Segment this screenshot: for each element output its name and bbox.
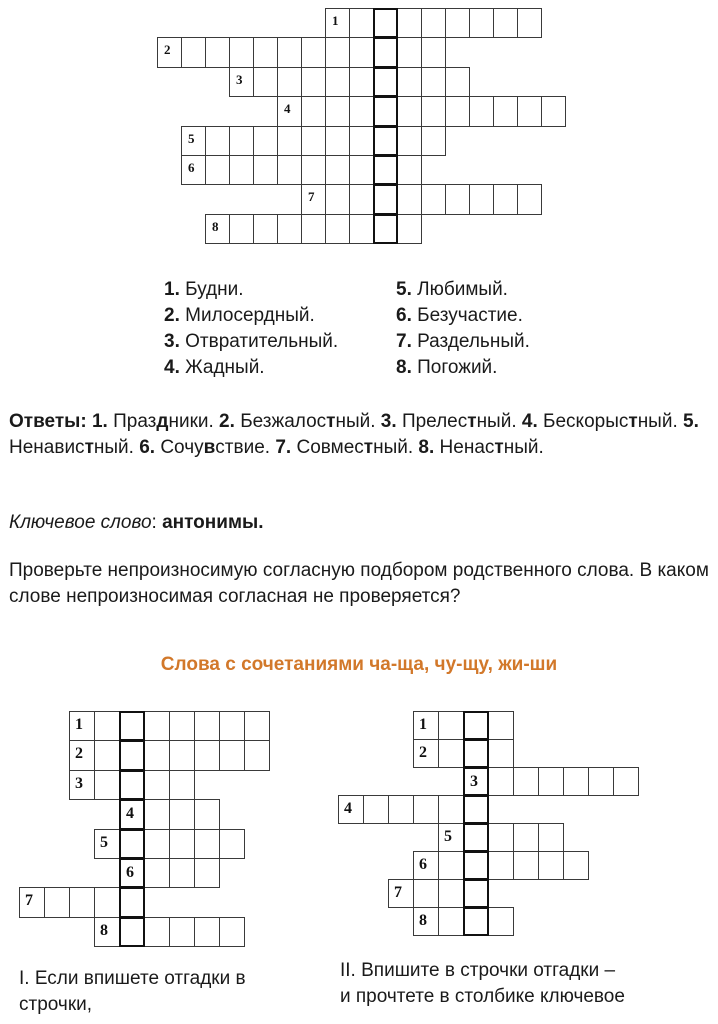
crossword-cell[interactable]	[421, 67, 446, 97]
clue-number: 4	[344, 800, 352, 817]
answer-item: 5. Ненавистный.	[9, 411, 699, 458]
crossword-cell[interactable]	[301, 155, 326, 185]
crossword-cell[interactable]	[325, 126, 350, 156]
crossword-cell[interactable]	[144, 740, 170, 770]
crossword-cell[interactable]	[277, 37, 302, 67]
clue-2: 2. Милосердный.	[164, 305, 315, 326]
clue-number: 3	[236, 71, 243, 87]
clue-number: 6	[126, 864, 134, 881]
crossword-cell[interactable]	[438, 739, 464, 768]
section-title: Слова с сочетаниями ча-ща, чу-щу, жи-ши	[160, 654, 558, 675]
keyword-label: Ключевое слово	[9, 512, 152, 533]
crossword-cell[interactable]	[325, 67, 350, 97]
crossword-cell[interactable]	[277, 214, 302, 244]
clue-number: 7	[394, 884, 402, 901]
crossword-cell[interactable]	[244, 740, 270, 770]
clue-number: 5	[444, 828, 452, 845]
clue-7: 7. Раздельный.	[396, 331, 530, 352]
clue-5: 5. Любимый.	[396, 279, 508, 300]
crossword-cell[interactable]	[69, 887, 95, 917]
crossword-cell[interactable]	[438, 823, 464, 852]
crossword-cell[interactable]	[144, 770, 170, 800]
crossword-cell[interactable]	[493, 96, 518, 126]
crossword-cell[interactable]	[325, 155, 350, 185]
crossword-cell[interactable]	[69, 740, 95, 770]
crossword-cell[interactable]	[397, 126, 422, 156]
clues-left-column	[164, 277, 338, 381]
crossword-cell[interactable]	[469, 96, 494, 126]
crossword-cell[interactable]	[438, 711, 464, 740]
crossword-cell[interactable]	[277, 67, 302, 97]
question-text: Проверьте непроизносимую согласную подбором родственного слова. В каком слове непроизносимая согласная не проверяется?	[9, 560, 709, 607]
crossword-cell[interactable]	[157, 37, 182, 67]
clue-number: 3	[470, 773, 478, 790]
crossword-cell[interactable]	[488, 767, 514, 796]
crossword-cell[interactable]	[413, 711, 439, 740]
crossword-cell[interactable]	[301, 67, 326, 97]
crossword-cell[interactable]	[397, 214, 422, 244]
key-column-cell[interactable]	[119, 770, 145, 800]
key-column-cell[interactable]	[373, 126, 398, 156]
key-column-cell[interactable]	[119, 917, 145, 947]
crossword-cell[interactable]	[181, 155, 206, 185]
crossword-cell[interactable]	[388, 879, 414, 908]
key-column-cell[interactable]	[373, 214, 398, 244]
crossword-cell[interactable]	[438, 795, 464, 824]
crossword-cell[interactable]	[94, 917, 120, 947]
clue-number: 6	[419, 856, 427, 873]
crossword-cell[interactable]	[513, 823, 539, 852]
crossword-cell[interactable]	[413, 851, 439, 880]
crossword-cell[interactable]	[253, 126, 278, 156]
crossword-cell[interactable]	[538, 851, 564, 880]
crossword-cell[interactable]	[169, 770, 195, 800]
crossword-cell[interactable]	[19, 887, 45, 917]
crossword-cell[interactable]	[493, 184, 518, 214]
crossword-cell[interactable]	[438, 851, 464, 880]
crossword-cell[interactable]	[363, 795, 389, 824]
crossword-cell[interactable]	[325, 8, 350, 38]
clue-3: 3. Отвратительный.	[164, 331, 339, 352]
crossword-cell[interactable]	[445, 184, 470, 214]
clue-number: 6	[188, 160, 195, 175]
crossword-cell[interactable]	[253, 155, 278, 185]
crossword-cell[interactable]	[488, 907, 514, 936]
crossword-cell[interactable]	[325, 214, 350, 244]
crossword-cell[interactable]	[397, 155, 422, 185]
crossword-cell[interactable]	[94, 887, 120, 917]
crossword-cell[interactable]	[181, 37, 206, 67]
crossword-cell[interactable]	[613, 767, 639, 796]
crossword-cell[interactable]	[421, 184, 446, 214]
crossword-cell[interactable]	[349, 8, 374, 38]
answer-item: 6. Сочувствие.	[133, 437, 271, 458]
key-column-cell[interactable]	[119, 829, 145, 859]
crossword-cell[interactable]	[325, 184, 350, 214]
crossword-cell[interactable]	[397, 96, 422, 126]
crossword-cell[interactable]	[144, 917, 170, 947]
crossword-cell[interactable]	[517, 8, 542, 38]
crossword-cell[interactable]	[338, 795, 364, 824]
clue-number: 2	[419, 744, 427, 761]
crossword-cell[interactable]	[349, 37, 374, 67]
clue-number: 8	[419, 912, 427, 929]
key-column-cell[interactable]	[119, 740, 145, 770]
crossword-cell[interactable]	[205, 126, 230, 156]
crossword-cell[interactable]	[219, 917, 245, 947]
crossword-cell[interactable]	[421, 96, 446, 126]
crossword-cell[interactable]	[493, 8, 518, 38]
crossword-cell[interactable]	[517, 96, 542, 126]
answer-item: 8. Ненастный.	[413, 437, 544, 458]
crossword-cell[interactable]	[229, 37, 254, 67]
crossword-cell[interactable]	[413, 795, 439, 824]
clue-number: 1	[419, 716, 427, 733]
crossword-cell[interactable]	[488, 711, 514, 740]
crossword-cell[interactable]	[253, 214, 278, 244]
crossword-cell[interactable]	[253, 67, 278, 97]
crossword-cell[interactable]	[94, 829, 120, 859]
crossword-cell[interactable]	[69, 711, 95, 741]
crossword-cell[interactable]	[253, 37, 278, 67]
crossword-cell[interactable]	[229, 214, 254, 244]
key-column-cell[interactable]	[463, 907, 489, 936]
crossword-cell[interactable]	[349, 126, 374, 156]
answers-paragraph	[9, 409, 714, 461]
crossword-cell[interactable]	[144, 799, 170, 829]
clue-number: 5	[100, 833, 108, 851]
crossword-cell[interactable]	[388, 795, 414, 824]
key-column-cell[interactable]	[463, 851, 489, 880]
crossword-cell[interactable]	[397, 67, 422, 97]
crossword-cell[interactable]	[144, 858, 170, 888]
crossword-cell[interactable]	[301, 184, 326, 214]
crossword-cell[interactable]	[349, 67, 374, 97]
crossword-cell[interactable]	[277, 96, 302, 126]
answer-item: 2. Безжалостный.	[213, 411, 376, 432]
crossword-cell[interactable]	[144, 711, 170, 741]
crossword-cell[interactable]	[229, 67, 254, 97]
crossword-cell[interactable]	[169, 829, 195, 859]
crossword-cell[interactable]	[301, 37, 326, 67]
key-column-cell[interactable]	[463, 795, 489, 824]
crossword-cell[interactable]	[488, 823, 514, 852]
crossword-cell[interactable]	[219, 829, 245, 859]
crossword-cell[interactable]	[144, 829, 170, 859]
crossword-cell[interactable]	[194, 740, 220, 770]
crossword-cell[interactable]	[219, 740, 245, 770]
clue-number: 1	[332, 13, 339, 28]
crossword-cell[interactable]	[488, 851, 514, 880]
clue-number: 7	[308, 189, 315, 205]
crossword-cell[interactable]	[513, 851, 539, 880]
crossword-cell[interactable]	[397, 37, 422, 67]
crossword-cell[interactable]	[169, 858, 195, 888]
crossword-cell[interactable]	[194, 799, 220, 829]
clue-number: 3	[75, 774, 83, 792]
crossword-cell[interactable]	[301, 126, 326, 156]
crossword-cell[interactable]	[205, 37, 230, 67]
key-column-cell[interactable]	[373, 8, 398, 38]
key-column-cell[interactable]	[373, 37, 398, 67]
crossword-cell[interactable]	[194, 917, 220, 947]
crossword-cell[interactable]	[445, 96, 470, 126]
key-column-cell[interactable]	[119, 887, 145, 917]
clue-number: 2	[75, 745, 83, 763]
key-column-cell[interactable]	[373, 155, 398, 185]
clue-4: 4. Жадный.	[164, 357, 265, 378]
crossword-cell[interactable]	[194, 858, 220, 888]
crossword-cell[interactable]	[421, 126, 446, 156]
crossword-cell[interactable]	[205, 214, 230, 244]
key-column-cell[interactable]	[373, 96, 398, 126]
answers-list	[9, 411, 699, 458]
key-column-cell[interactable]	[463, 823, 489, 852]
crossword-cell[interactable]	[541, 96, 566, 126]
crossword-cell[interactable]	[563, 851, 589, 880]
key-column-cell[interactable]	[373, 184, 398, 214]
crossword-cell[interactable]	[438, 907, 464, 936]
key-column-cell[interactable]	[119, 711, 145, 741]
crossword-cell[interactable]	[538, 767, 564, 796]
crossword-cell[interactable]	[397, 8, 422, 38]
clue-number: 4	[284, 101, 291, 117]
instruction-right: II. Впишите в строчки отгадки – и прочтете в столбике ключевое	[340, 960, 625, 1007]
key-column-cell[interactable]	[119, 799, 145, 829]
crossword-cell[interactable]	[421, 8, 446, 38]
answer-item: 1. Праздники.	[91, 411, 214, 432]
crossword-cell[interactable]	[438, 879, 464, 908]
clue-number: 8	[100, 921, 108, 939]
crossword-cell[interactable]	[588, 767, 614, 796]
crossword-cell[interactable]	[421, 37, 446, 67]
crossword-cell[interactable]	[205, 155, 230, 185]
crossword-cell[interactable]	[169, 740, 195, 770]
clues-right-column	[396, 277, 530, 381]
clue-number: 1	[75, 716, 83, 733]
crossword-cell[interactable]	[244, 711, 270, 741]
crossword-cell[interactable]	[194, 711, 220, 741]
answer-item: 4. Бескорыстный.	[516, 411, 678, 432]
crossword-cell[interactable]	[538, 823, 564, 852]
crossword-cell[interactable]	[94, 770, 120, 800]
key-column-cell[interactable]	[463, 739, 489, 768]
crossword-cell[interactable]	[325, 96, 350, 126]
crossword-cell[interactable]	[349, 155, 374, 185]
crossword-cell[interactable]	[445, 67, 470, 97]
crossword-cell[interactable]	[301, 214, 326, 244]
crossword-cell[interactable]	[469, 8, 494, 38]
crossword-cell[interactable]	[469, 184, 494, 214]
crossword-cell[interactable]	[277, 126, 302, 156]
crossword-cell[interactable]	[169, 917, 195, 947]
crossword-cell[interactable]	[513, 767, 539, 796]
clue-number: 4	[126, 805, 134, 823]
crossword-cell[interactable]	[169, 799, 195, 829]
clue-number: 5	[188, 130, 195, 146]
key-column-cell[interactable]	[119, 858, 145, 888]
clue-number: 8	[212, 218, 219, 234]
keyword-line: Ключевое слово: антонимы.	[9, 512, 264, 533]
crossword-cell[interactable]	[229, 155, 254, 185]
crossword-cell[interactable]	[301, 96, 326, 126]
crossword-cell[interactable]	[194, 829, 220, 859]
clue-number: 7	[25, 892, 33, 910]
crossword-cell[interactable]	[94, 711, 120, 741]
clue-number: 2	[164, 42, 171, 58]
crossword-cell[interactable]	[488, 739, 514, 768]
crossword-cell[interactable]	[44, 887, 70, 917]
crossword-cell[interactable]	[445, 8, 470, 38]
crossword-cell[interactable]	[413, 907, 439, 936]
key-column-cell[interactable]	[373, 67, 398, 97]
crossword-cell[interactable]	[413, 879, 439, 908]
crossword-cell[interactable]	[229, 126, 254, 156]
keyword-value: антонимы.	[162, 512, 264, 533]
answer-item: 7. Совместный.	[270, 437, 414, 458]
crossword-cell[interactable]	[181, 126, 206, 156]
crossword-cell[interactable]	[349, 214, 374, 244]
clue-8: 8. Погожий.	[396, 357, 498, 378]
clue-6: 6. Безучастие.	[396, 305, 523, 326]
instruction-left: I. Если впишете отгадки в строчки,	[19, 968, 246, 1015]
crossword-cell[interactable]	[349, 96, 374, 126]
crossword-cell[interactable]	[517, 184, 542, 214]
key-column-cell[interactable]	[463, 767, 489, 796]
crossword-cell[interactable]	[413, 739, 439, 768]
answer-item: 3. Прелестный.	[375, 411, 517, 432]
crossword-cell[interactable]	[563, 767, 589, 796]
crossword-cell[interactable]	[219, 711, 245, 741]
crossword-cell[interactable]	[277, 155, 302, 185]
crossword-cell[interactable]	[94, 740, 120, 770]
crossword-cell[interactable]	[397, 184, 422, 214]
crossword-cell[interactable]	[349, 184, 374, 214]
key-column-cell[interactable]	[463, 711, 489, 740]
crossword-cell[interactable]	[325, 37, 350, 67]
key-column-cell[interactable]	[463, 879, 489, 908]
crossword-cell[interactable]	[69, 770, 95, 800]
answers-label: Ответы:	[9, 411, 87, 432]
crossword-cell[interactable]	[169, 711, 195, 741]
clue-1: 1. Будни.	[164, 279, 244, 300]
